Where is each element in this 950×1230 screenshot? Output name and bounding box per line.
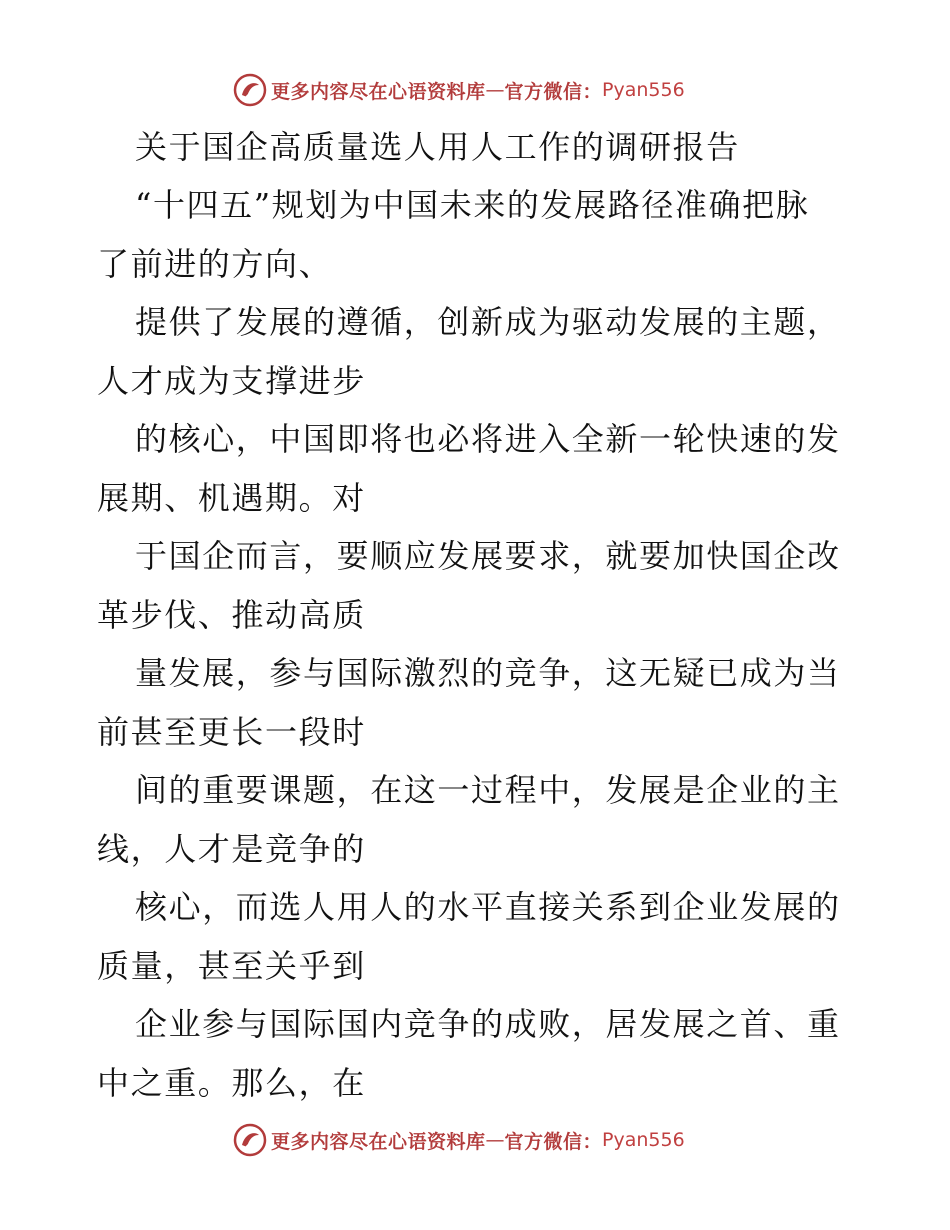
paragraph-line: “十四五”规划为中国未来的发展路径准确把脉	[135, 186, 810, 224]
paragraph-line: 的核心，中国即将也必将进入全新一轮快速的发	[135, 420, 841, 458]
paragraph-line: 革步伐、推动高质	[97, 596, 366, 634]
watermark-wechat-id: Pyan556	[602, 1129, 685, 1151]
watermark-dash: —	[485, 1129, 505, 1151]
paragraph-line: 展期、机遇期。对	[97, 479, 366, 517]
paragraph-line: 线，人才是竞争的	[97, 830, 366, 868]
paragraph-line: 提供了发展的遵循，创新成为驱动发展的主题，	[135, 303, 841, 341]
watermark-banner-top	[233, 72, 685, 108]
stamp-logo-icon	[233, 73, 267, 107]
watermark-text: 更多内容尽在心语资料库	[271, 80, 486, 103]
paragraph-line: 质量，甚至关乎到	[97, 947, 366, 985]
watermark-wechat-label: 官方微信：	[504, 80, 603, 103]
watermark-banner-bottom	[233, 1122, 685, 1158]
watermark-wechat-label: 官方微信：	[504, 1130, 603, 1153]
paragraph-line: 人才成为支撑进步	[97, 362, 366, 400]
paragraph-line: 于国企而言，要顺应发展要求，就要加快国企改	[135, 537, 841, 575]
paragraph-line: 量发展，参与国际激烈的竞争，这无疑已成为当	[135, 654, 841, 692]
watermark-wechat-id: Pyan556	[602, 79, 685, 101]
paragraph-line: 前甚至更长一段时	[97, 713, 366, 751]
paragraph-line: 了前进的方向、	[97, 245, 333, 283]
document-title: 关于国企高质量选人用人工作的调研报告	[135, 128, 740, 166]
watermark-dash: —	[485, 79, 505, 101]
paragraph-line: 核心，而选人用人的水平直接关系到企业发展的	[135, 888, 841, 926]
paragraph-line: 间的重要课题，在这一过程中，发展是企业的主	[135, 771, 841, 809]
watermark-text: 更多内容尽在心语资料库	[271, 1130, 486, 1153]
stamp-logo-icon	[233, 1123, 267, 1157]
paragraph-line: 企业参与国际国内竞争的成败，居发展之首、重	[135, 1005, 841, 1043]
paragraph-line: 中之重。那么，在	[97, 1064, 366, 1102]
